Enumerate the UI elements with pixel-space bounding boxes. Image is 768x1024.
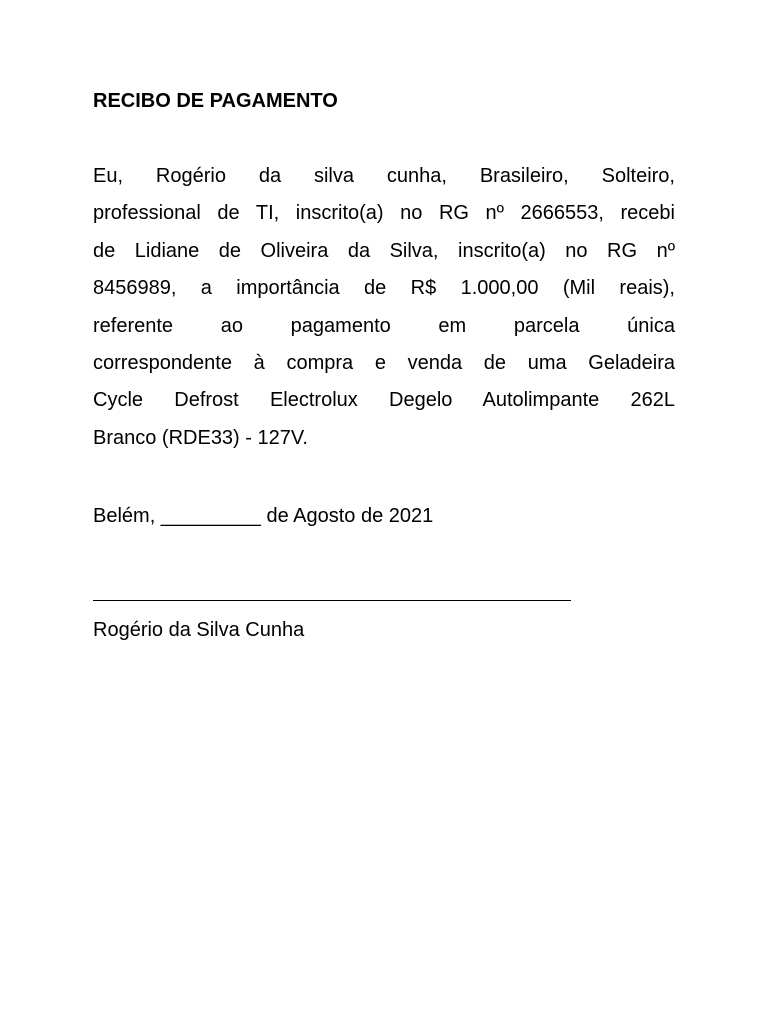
body-line: correspondente à compra e venda de uma Geladeira (93, 351, 675, 374)
body-line: 8456989, a importância de R$ 1.000,00 (Mil reais), (93, 277, 675, 300)
receipt-body (93, 159, 675, 458)
place-date-line: Belém, _________ de Agosto de 2021 (93, 505, 434, 527)
body-line: Branco (RDE33) - 127V. (93, 426, 308, 449)
signer-name: Rogério da Silva Cunha (93, 619, 305, 641)
document-title: RECIBO DE PAGAMENTO (93, 90, 338, 112)
body-line: Cycle Defrost Electrolux Degelo Autolimpante 262L (93, 389, 675, 412)
body-line: professional de TI, inscrito(a) no RG nº 2666553, recebi (93, 202, 675, 225)
body-line: de Lidiane de Oliveira da Silva, inscrito(a) no RG nº (93, 239, 675, 262)
body-line: referente ao pagamento em parcela única (93, 314, 675, 337)
signature-line (93, 600, 571, 601)
body-line: Eu, Rogério da silva cunha, Brasileiro, Solteiro, (93, 165, 675, 187)
